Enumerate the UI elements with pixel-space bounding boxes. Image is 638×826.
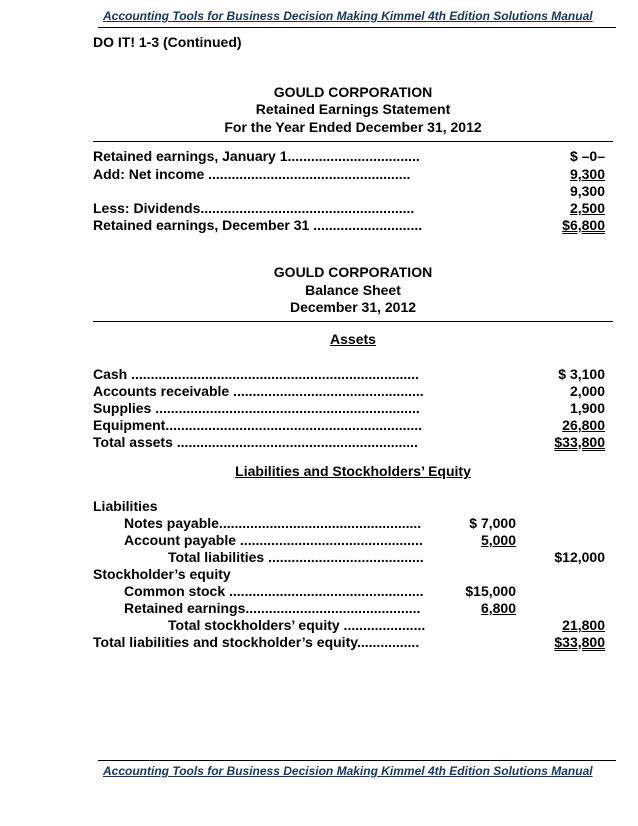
re-row-beginning: Retained earnings, January 1..................................: [93, 148, 420, 164]
asset-amount-receivable: 2,000: [569, 383, 605, 399]
liabilities-equity-heading: Liabilities and Stockholders’ Equity: [235, 463, 471, 479]
re-amount-dividends: 2,500: [569, 200, 605, 216]
equity-label: Stockholder’s equity: [93, 566, 231, 582]
re-row-dividends: Less: Dividends.......................................................: [93, 200, 415, 216]
asset-amount-equipment: 26,800: [562, 417, 605, 433]
bs-date: December 31, 2012: [289, 299, 417, 315]
asset-row-cash: Cash ..........................................................................: [93, 366, 419, 382]
re-company-name: GOULD CORPORATION: [273, 84, 433, 100]
re-statement-title: Retained Earnings Statement: [255, 101, 451, 117]
section-heading: DO IT! 1-3 (Continued): [93, 34, 242, 50]
re-amount-subtotal: 9,300: [569, 183, 605, 199]
liab-amount-total: $12,000: [554, 549, 605, 565]
re-row-net-income: Add: Net income ....................................................: [93, 166, 411, 182]
liab-amount-notes-payable: $ 7,000: [469, 515, 516, 531]
re-statement-period: For the Year Ended December 31, 2012: [224, 119, 482, 135]
re-row-ending: Retained earnings, December 31 ............................: [93, 217, 423, 233]
re-amount-net-income: 9,300: [569, 166, 605, 182]
liab-row-total: Total liabilities ........................................: [168, 549, 424, 565]
asset-amount-cash: $ 3,100: [558, 366, 605, 382]
equity-row-total: Total stockholders’ equity .....................: [168, 617, 426, 633]
bs-title: Balance Sheet: [305, 282, 401, 298]
liabilities-label: Liabilities: [93, 498, 158, 514]
asset-amount-supplies: 1,900: [569, 400, 605, 416]
equity-amount-total: 21,800: [562, 617, 605, 633]
liab-row-notes-payable: Notes payable....................................................: [124, 515, 422, 531]
page-footer: Accounting Tools for Business Decision Making Kimmel 4th Edition Solutions Manual: [103, 764, 593, 778]
header-divider: [98, 27, 616, 28]
page-header: Accounting Tools for Business Decision Making Kimmel 4th Edition Solutions Manual: [103, 9, 593, 23]
assets-heading: Assets: [330, 331, 376, 347]
total-liab-equity-amount: $33,800: [554, 634, 605, 650]
equity-amount-retained-earnings: 6,800: [480, 600, 516, 616]
re-amount-ending: $6,800: [562, 217, 605, 233]
total-liab-equity-row: Total liabilities and stockholder’s equity................: [93, 634, 420, 650]
asset-row-equipment: Equipment..................................................................: [93, 417, 423, 433]
equity-amount-common-stock: $15,000: [465, 583, 516, 599]
equity-row-common-stock: Common stock ..................................................: [124, 583, 424, 599]
equity-row-retained-earnings: Retained earnings.............................................: [124, 600, 421, 616]
re-header-rule: [93, 141, 613, 142]
liab-amount-account-payable: 5,000: [480, 532, 516, 548]
asset-row-receivable: Accounts receivable .................................................: [93, 383, 424, 399]
footer-divider: [98, 760, 616, 761]
bs-company-name: GOULD CORPORATION: [273, 264, 433, 280]
re-amount-beginning: $ –0–: [569, 148, 605, 164]
liab-row-account-payable: Account payable ...............................................: [124, 532, 423, 548]
asset-amount-total: $33,800: [554, 434, 605, 450]
asset-row-total: Total assets ..............................................................: [93, 434, 418, 450]
bs-header-rule: [93, 321, 613, 322]
asset-row-supplies: Supplies ....................................................................: [93, 400, 420, 416]
